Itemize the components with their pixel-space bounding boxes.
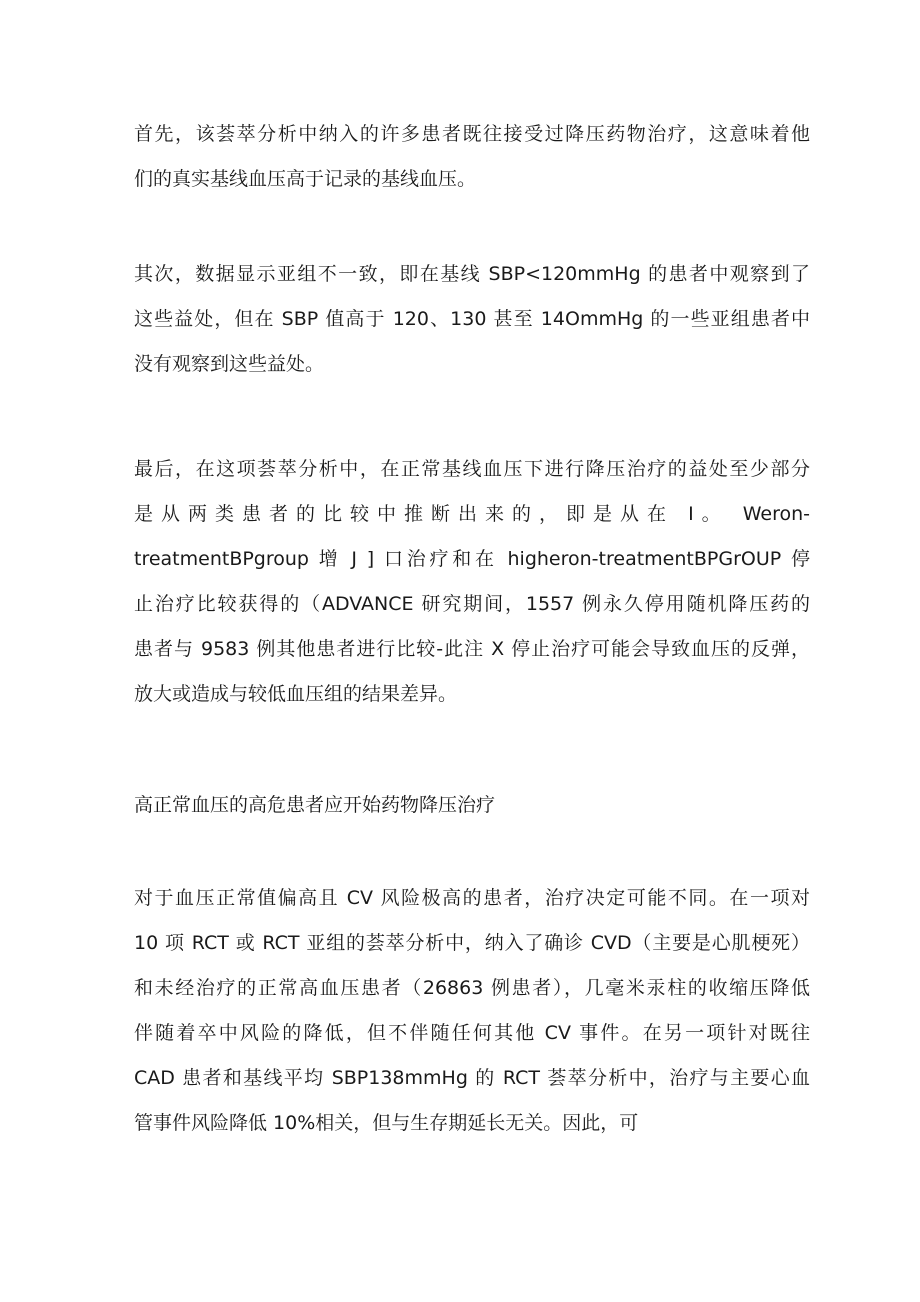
paragraph-4: [134, 876, 810, 1146]
paragraph-3: [134, 447, 810, 717]
text-line: treatmentBPgroup 增 J ] 口治疗和在 higheron-treatmentBPGrOUP 停: [134, 548, 810, 570]
text-line: 首先，该荟萃分析中纳入的许多患者既往接受过降压药物治疗，这意味着他: [134, 123, 810, 145]
text-line: 没有观察到这些益处。: [134, 353, 325, 375]
text-line: 止治疗比较获得的（ADVANCE 研究期间，1557 例永久停用随机降压药的: [134, 593, 810, 615]
section-heading: 高正常血压的高危患者应开始药物降压治疗: [134, 794, 496, 816]
text-line: 患者与 9583 例其他患者进行比较-此注 X 停止治疗可能会导致血压的反弹，: [134, 638, 810, 660]
text-line: 其次，数据显示亚组不一致，即在基线 SBP<120mmHg 的患者中观察到了: [134, 263, 810, 285]
text-line: 这些益处，但在 SBP 值高于 120、130 甚至 14OmmHg 的一些亚组患者中: [134, 308, 810, 330]
text-line: 和未经治疗的正常高血压患者（26863 例患者），几毫米汞柱的收缩压降低: [134, 977, 810, 999]
text-line: 放大或造成与较低血压组的结果差异。: [134, 683, 458, 705]
paragraph-1: [134, 112, 810, 202]
text-line: 们的真实基线血压高于记录的基线血压。: [134, 168, 477, 190]
text-line: 伴随着卒中风险的降低，但不伴随任何其他 CV 事件。在另一项针对既往: [134, 1022, 810, 1044]
paragraph-2: [134, 252, 810, 387]
text-line: CAD 患者和基线平均 SBP138mmHg 的 RCT 荟萃分析中，治疗与主要心血: [134, 1067, 810, 1089]
text-line: 10 项 RCT 或 RCT 亚组的荟萃分析中，纳入了确诊 CVD（主要是心肌梗死）: [134, 932, 810, 954]
text-line: 管事件风险降低 10%相关，但与生存期延长无关。因此，可: [134, 1112, 639, 1134]
text-line: 最后，在这项荟萃分析中，在正常基线血压下进行降压治疗的益处至少部分: [134, 458, 810, 480]
text-line: 对于血压正常值偏高且 CV 风险极高的患者，治疗决定可能不同。在一项对: [134, 887, 810, 909]
text-line: 是从两类患者的比较中推断出来的，即是从在 I。 Weron-: [134, 503, 810, 525]
